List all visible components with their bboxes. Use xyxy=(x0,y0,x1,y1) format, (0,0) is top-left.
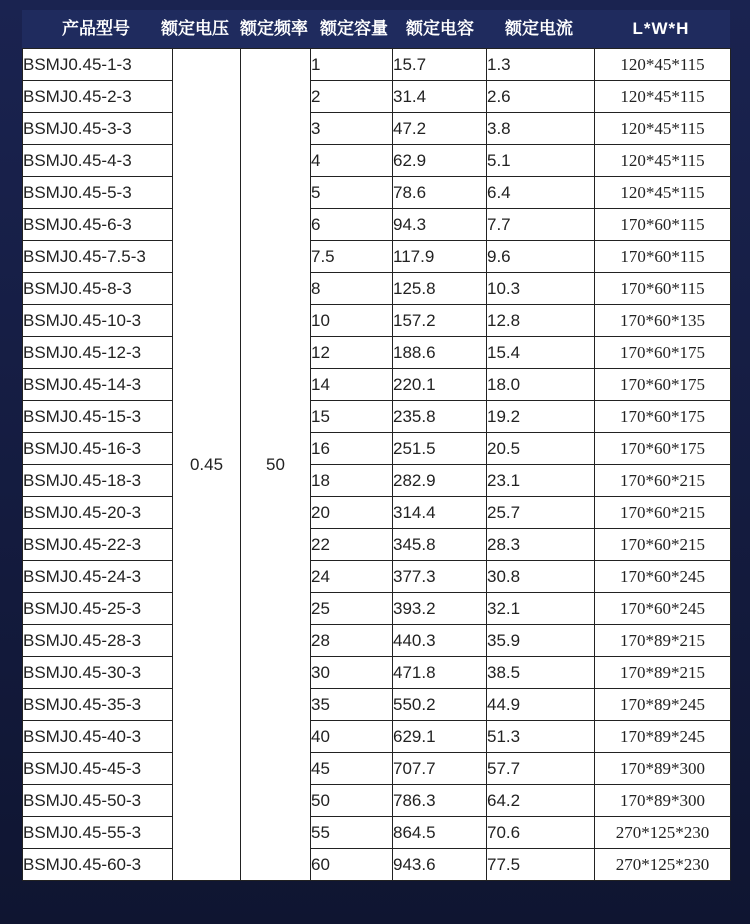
table-row xyxy=(23,689,731,721)
cell-capacitance: 282.9 xyxy=(393,465,487,497)
spec-table xyxy=(22,48,731,881)
cell-current: 2.6 xyxy=(487,81,595,113)
table-header xyxy=(22,10,730,48)
cell-current: 38.5 xyxy=(487,657,595,689)
cell-capacitance: 786.3 xyxy=(393,785,487,817)
cell-dimensions: 170*60*135 xyxy=(595,305,731,337)
cell-capacity: 35 xyxy=(311,689,393,721)
cell-dimensions: 170*60*245 xyxy=(595,593,731,625)
table-row xyxy=(23,817,731,849)
cell-current: 70.6 xyxy=(487,817,595,849)
cell-dimensions: 170*89*245 xyxy=(595,689,731,721)
cell-dimensions: 170*60*115 xyxy=(595,241,731,273)
cell-capacitance: 345.8 xyxy=(393,529,487,561)
cell-current: 57.7 xyxy=(487,753,595,785)
cell-current: 10.3 xyxy=(487,273,595,305)
cell-model: BSMJ0.45-5-3 xyxy=(23,177,173,209)
table-row xyxy=(23,529,731,561)
cell-current: 25.7 xyxy=(487,497,595,529)
cell-dimensions: 170*60*245 xyxy=(595,561,731,593)
cell-capacity: 60 xyxy=(311,849,393,881)
cell-dimensions: 120*45*115 xyxy=(595,113,731,145)
table-row xyxy=(23,657,731,689)
table-row xyxy=(23,561,731,593)
cell-current: 35.9 xyxy=(487,625,595,657)
cell-capacitance: 31.4 xyxy=(393,81,487,113)
cell-model: BSMJ0.45-28-3 xyxy=(23,625,173,657)
cell-model: BSMJ0.45-2-3 xyxy=(23,81,173,113)
cell-capacity: 2 xyxy=(311,81,393,113)
table-row xyxy=(23,497,731,529)
cell-model: BSMJ0.45-45-3 xyxy=(23,753,173,785)
cell-model: BSMJ0.45-12-3 xyxy=(23,337,173,369)
cell-capacity: 20 xyxy=(311,497,393,529)
cell-dimensions: 170*60*175 xyxy=(595,401,731,433)
cell-dimensions: 170*60*175 xyxy=(595,337,731,369)
cell-capacitance: 47.2 xyxy=(393,113,487,145)
cell-model: BSMJ0.45-18-3 xyxy=(23,465,173,497)
cell-model: BSMJ0.45-24-3 xyxy=(23,561,173,593)
cell-current: 23.1 xyxy=(487,465,595,497)
cell-capacity: 50 xyxy=(311,785,393,817)
cell-current: 32.1 xyxy=(487,593,595,625)
cell-current: 77.5 xyxy=(487,849,595,881)
table-row xyxy=(23,113,731,145)
cell-capacity: 10 xyxy=(311,305,393,337)
table-row xyxy=(23,209,731,241)
cell-current: 30.8 xyxy=(487,561,595,593)
cell-capacity: 5 xyxy=(311,177,393,209)
cell-capacitance: 393.2 xyxy=(393,593,487,625)
table-row xyxy=(23,721,731,753)
cell-model: BSMJ0.45-7.5-3 xyxy=(23,241,173,273)
cell-capacitance: 117.9 xyxy=(393,241,487,273)
cell-current: 9.6 xyxy=(487,241,595,273)
cell-capacitance: 94.3 xyxy=(393,209,487,241)
table-row xyxy=(23,849,731,881)
cell-dimensions: 120*45*115 xyxy=(595,81,731,113)
cell-dimensions: 170*60*115 xyxy=(595,209,731,241)
cell-capacitance: 188.6 xyxy=(393,337,487,369)
table-row xyxy=(23,401,731,433)
table-row xyxy=(23,433,731,465)
cell-capacitance: 220.1 xyxy=(393,369,487,401)
table-row xyxy=(23,177,731,209)
table-row xyxy=(23,625,731,657)
cell-dimensions: 170*89*300 xyxy=(595,753,731,785)
cell-capacity: 45 xyxy=(311,753,393,785)
cell-capacitance: 251.5 xyxy=(393,433,487,465)
cell-dimensions: 170*89*245 xyxy=(595,721,731,753)
table-row xyxy=(23,753,731,785)
cell-capacitance: 864.5 xyxy=(393,817,487,849)
cell-current: 28.3 xyxy=(487,529,595,561)
cell-capacitance: 707.7 xyxy=(393,753,487,785)
header-model: 产品型号 xyxy=(62,19,130,39)
cell-capacitance: 125.8 xyxy=(393,273,487,305)
cell-current: 6.4 xyxy=(487,177,595,209)
header-current: 额定电流 xyxy=(505,19,573,39)
cell-dimensions: 270*125*230 xyxy=(595,849,731,881)
cell-capacity: 28 xyxy=(311,625,393,657)
table-row xyxy=(23,81,731,113)
cell-capacity: 24 xyxy=(311,561,393,593)
cell-model: BSMJ0.45-14-3 xyxy=(23,369,173,401)
cell-capacity: 7.5 xyxy=(311,241,393,273)
cell-model: BSMJ0.45-40-3 xyxy=(23,721,173,753)
cell-capacity: 16 xyxy=(311,433,393,465)
cell-current: 3.8 xyxy=(487,113,595,145)
cell-capacitance: 943.6 xyxy=(393,849,487,881)
table-row xyxy=(23,337,731,369)
cell-model: BSMJ0.45-4-3 xyxy=(23,145,173,177)
cell-current: 1.3 xyxy=(487,49,595,81)
table-row xyxy=(23,785,731,817)
cell-capacity: 15 xyxy=(311,401,393,433)
table-row xyxy=(23,593,731,625)
cell-capacitance: 235.8 xyxy=(393,401,487,433)
cell-capacity: 4 xyxy=(311,145,393,177)
cell-capacitance: 157.2 xyxy=(393,305,487,337)
cell-capacity: 8 xyxy=(311,273,393,305)
header-capacity: 额定容量 xyxy=(320,19,388,39)
cell-dimensions: 270*125*230 xyxy=(595,817,731,849)
header-capacitance: 额定电容 xyxy=(406,19,474,39)
cell-model: BSMJ0.45-60-3 xyxy=(23,849,173,881)
cell-capacity: 22 xyxy=(311,529,393,561)
cell-dimensions: 170*89*215 xyxy=(595,657,731,689)
cell-capacitance: 15.7 xyxy=(393,49,487,81)
cell-frequency: 50 xyxy=(241,49,311,881)
cell-model: BSMJ0.45-6-3 xyxy=(23,209,173,241)
table-row xyxy=(23,145,731,177)
cell-current: 44.9 xyxy=(487,689,595,721)
cell-current: 51.3 xyxy=(487,721,595,753)
cell-capacity: 14 xyxy=(311,369,393,401)
cell-model: BSMJ0.45-50-3 xyxy=(23,785,173,817)
cell-capacitance: 314.4 xyxy=(393,497,487,529)
cell-capacity: 6 xyxy=(311,209,393,241)
cell-model: BSMJ0.45-22-3 xyxy=(23,529,173,561)
cell-capacity: 30 xyxy=(311,657,393,689)
table-row xyxy=(23,273,731,305)
cell-current: 18.0 xyxy=(487,369,595,401)
cell-dimensions: 170*60*175 xyxy=(595,433,731,465)
table-row xyxy=(23,465,731,497)
cell-dimensions: 170*89*300 xyxy=(595,785,731,817)
cell-current: 19.2 xyxy=(487,401,595,433)
cell-dimensions: 170*89*215 xyxy=(595,625,731,657)
cell-current: 7.7 xyxy=(487,209,595,241)
cell-capacitance: 440.3 xyxy=(393,625,487,657)
table-row xyxy=(23,241,731,273)
cell-model: BSMJ0.45-1-3 xyxy=(23,49,173,81)
cell-dimensions: 120*45*115 xyxy=(595,145,731,177)
cell-model: BSMJ0.45-20-3 xyxy=(23,497,173,529)
cell-capacitance: 550.2 xyxy=(393,689,487,721)
spec-table-body xyxy=(23,49,731,881)
cell-dimensions: 120*45*115 xyxy=(595,49,731,81)
cell-current: 15.4 xyxy=(487,337,595,369)
cell-model: BSMJ0.45-16-3 xyxy=(23,433,173,465)
table-row xyxy=(23,369,731,401)
cell-capacity: 18 xyxy=(311,465,393,497)
cell-current: 20.5 xyxy=(487,433,595,465)
cell-dimensions: 120*45*115 xyxy=(595,177,731,209)
cell-dimensions: 170*60*215 xyxy=(595,529,731,561)
cell-model: BSMJ0.45-25-3 xyxy=(23,593,173,625)
cell-capacity: 12 xyxy=(311,337,393,369)
cell-model: BSMJ0.45-8-3 xyxy=(23,273,173,305)
cell-dimensions: 170*60*215 xyxy=(595,497,731,529)
cell-capacity: 40 xyxy=(311,721,393,753)
cell-capacitance: 78.6 xyxy=(393,177,487,209)
cell-capacitance: 629.1 xyxy=(393,721,487,753)
cell-dimensions: 170*60*115 xyxy=(595,273,731,305)
cell-capacitance: 62.9 xyxy=(393,145,487,177)
cell-capacity: 55 xyxy=(311,817,393,849)
cell-current: 64.2 xyxy=(487,785,595,817)
table-row xyxy=(23,305,731,337)
cell-model: BSMJ0.45-10-3 xyxy=(23,305,173,337)
table-row xyxy=(23,49,731,81)
header-dimensions: L*W*H xyxy=(632,19,690,38)
cell-capacity: 25 xyxy=(311,593,393,625)
cell-current: 5.1 xyxy=(487,145,595,177)
cell-capacity: 3 xyxy=(311,113,393,145)
header-voltage: 额定电压 xyxy=(161,19,229,39)
cell-current: 12.8 xyxy=(487,305,595,337)
cell-capacitance: 471.8 xyxy=(393,657,487,689)
cell-dimensions: 170*60*215 xyxy=(595,465,731,497)
header-frequency: 额定频率 xyxy=(240,19,308,39)
cell-model: BSMJ0.45-55-3 xyxy=(23,817,173,849)
cell-capacitance: 377.3 xyxy=(393,561,487,593)
cell-model: BSMJ0.45-3-3 xyxy=(23,113,173,145)
cell-voltage: 0.45 xyxy=(173,49,241,881)
cell-model: BSMJ0.45-15-3 xyxy=(23,401,173,433)
cell-model: BSMJ0.45-30-3 xyxy=(23,657,173,689)
cell-dimensions: 170*60*175 xyxy=(595,369,731,401)
cell-capacity: 1 xyxy=(311,49,393,81)
cell-model: BSMJ0.45-35-3 xyxy=(23,689,173,721)
